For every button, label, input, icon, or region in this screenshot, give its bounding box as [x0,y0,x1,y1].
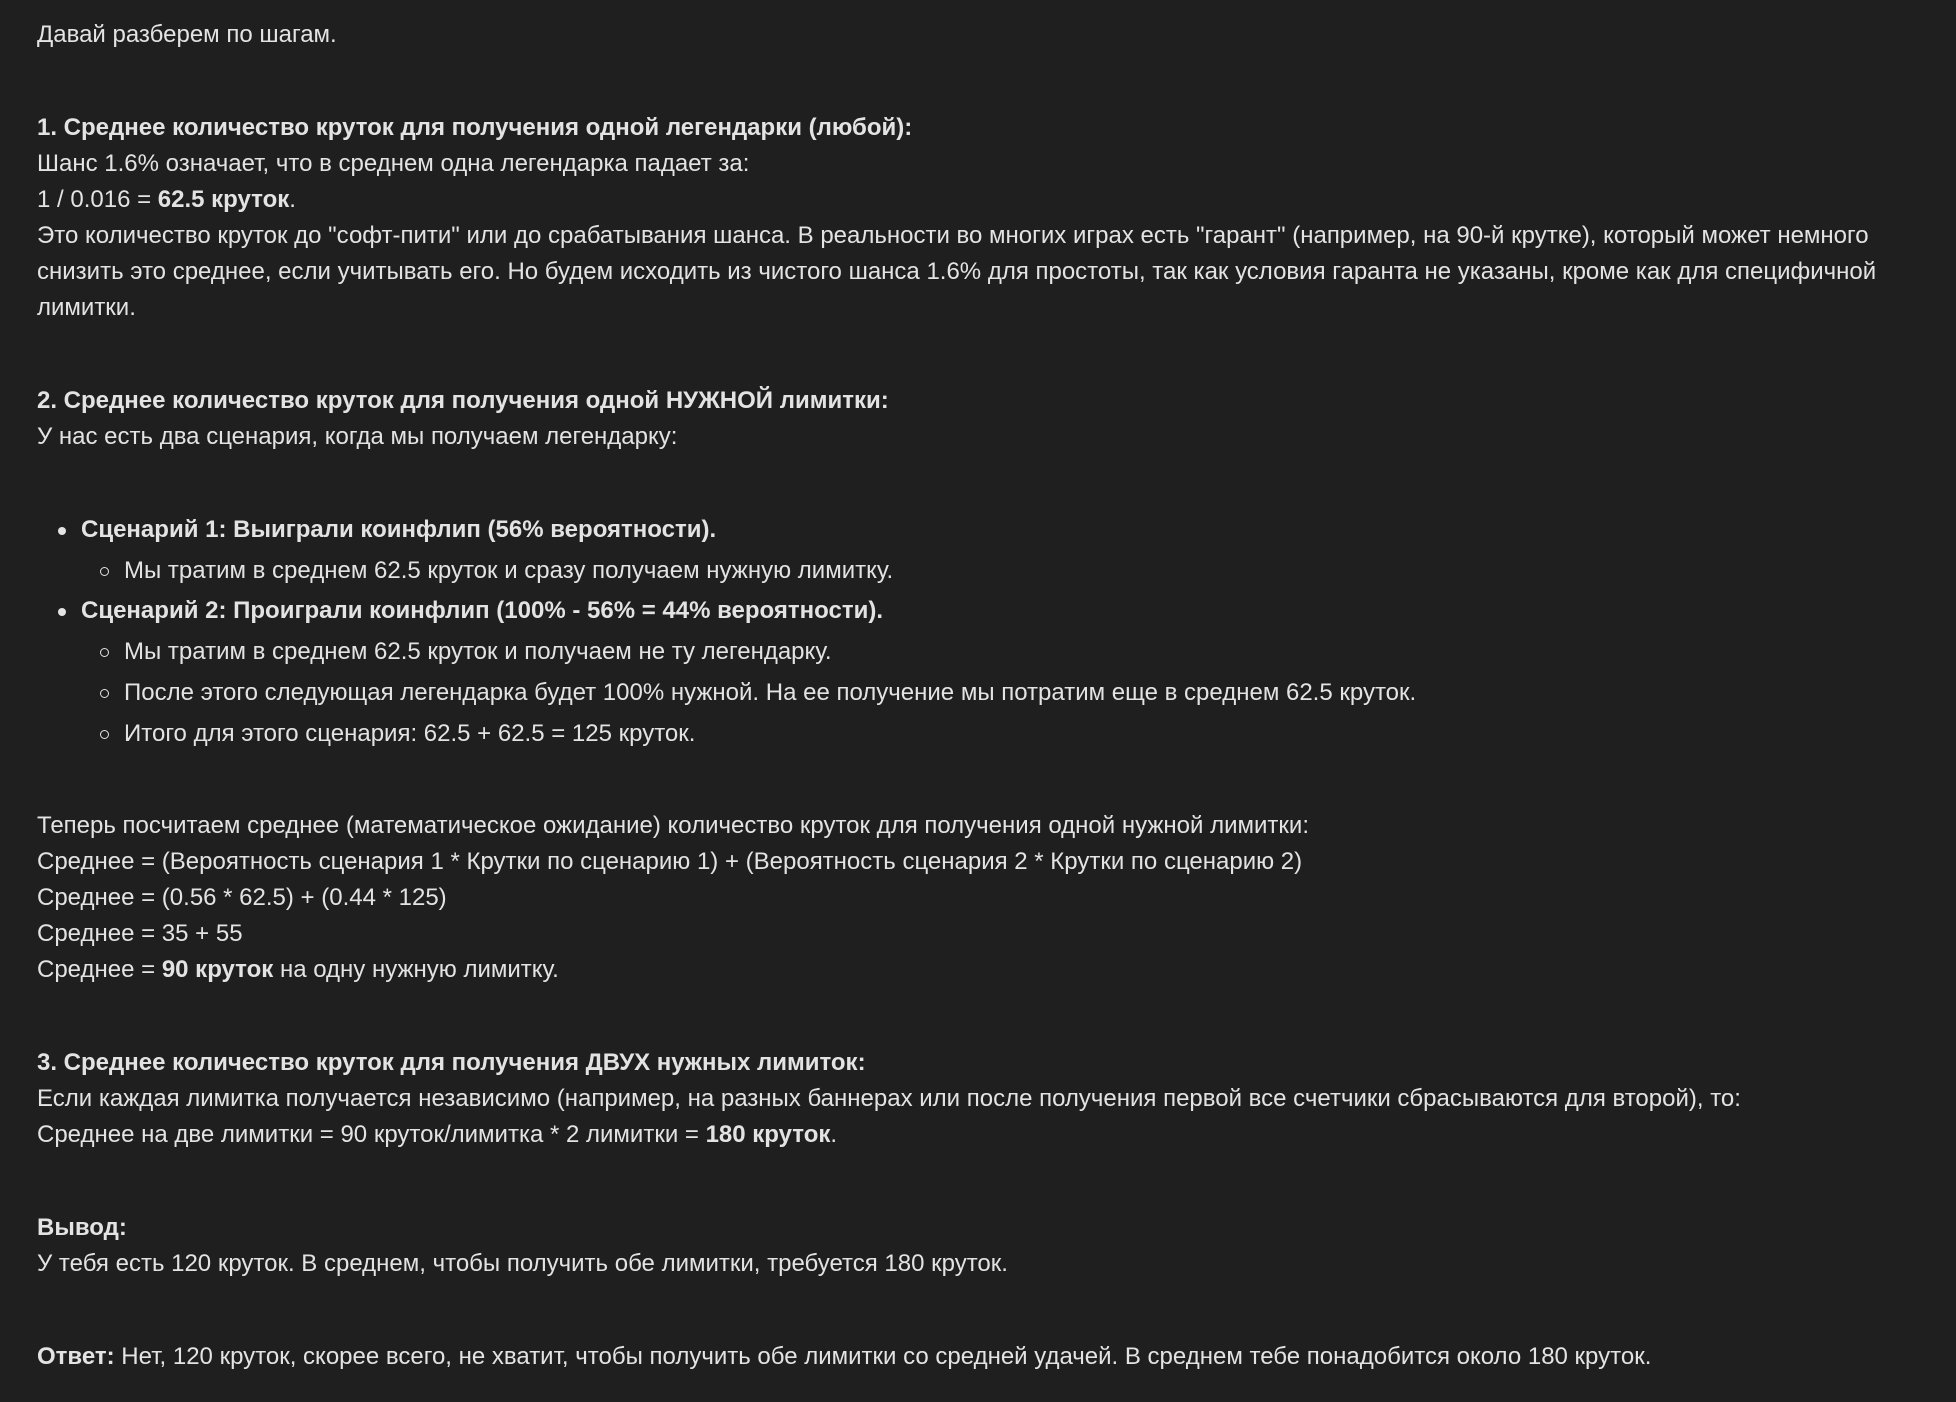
scenario-title: Сценарий 1: Выиграли коинфлип (56% вероятности). [81,516,717,543]
section-1-heading-text: 1. Среднее количество круток для получения одной легендарки (любой): [37,114,913,141]
section-2-heading [37,383,1937,419]
section-3-line-2-suffix: . [830,1121,838,1148]
calc-line-5-bold: 90 круток [161,956,274,983]
calc-line-5-prefix: Среднее = [37,956,162,983]
calc-line-1: Теперь посчитаем среднее (математическое ожидание) количество круток для получения одной нужной лимитки: [37,812,1309,839]
conclusion-heading-text: Вывод: [37,1214,127,1241]
section-3-line-1: Если каждая лимитка получается независимо (например, на разных баннерах или после получения первой все счетчики сбрасываются для второй), то: [37,1085,1741,1112]
calc-line-5-suffix: на одну нужную лимитку. [273,956,559,983]
section-3-line-2 [37,1117,1937,1153]
section-2 [37,383,1937,988]
section-2-heading-text: 2. Среднее количество круток для получения одной НУЖНОЙ лимитки: [37,387,889,414]
scenario-subitem: Итого для этого сценария: 62.5 + 62.5 = 125 круток. [81,716,1937,752]
scenario-sublist [81,634,1937,752]
section-3 [37,1045,1937,1153]
calc-line-3: Среднее = (0.56 * 62.5) + (0.44 * 125) [37,884,447,911]
scenario-subitem: После этого следующая легендарка будет 100% нужной. На ее получение мы потратим еще в среднем 62.5 круток. [81,675,1937,711]
scenario-sublist [81,553,1937,589]
scenario-subitem: Мы тратим в среднем 62.5 круток и сразу получаем нужную лимитку. [81,553,1937,589]
scenario-list [37,512,1937,752]
answer-line [37,1339,1937,1375]
section-1-line-3: Это количество круток до "софт-пити" или до срабатывания шанса. В реальности во многих играх есть "гарант" (например, на 90-й крутке), который может немного снизить это среднее, если учитывать его. Но будем исходить из чистого шанса 1.6% для простоты, так как условия гаранта не указаны, кроме как для специфичной лимитки. [37,222,1877,321]
section-1-line-2 [37,182,1937,218]
response-content [37,17,1937,1375]
calc-line-2: Среднее = (Вероятность сценария 1 * Крутки по сценарию 1) + (Вероятность сценария 2 * Крутки по сценарию 2) [37,848,1303,875]
calc-line-4: Среднее = 35 + 55 [37,920,243,947]
intro-text: Давай разберем по шагам. [37,21,337,48]
answer-label: Ответ: [37,1343,115,1370]
conclusion-heading [37,1210,1937,1246]
scenario-title: Сценарий 2: Проиграли коинфлип (100% - 56% = 44% вероятности). [81,597,883,624]
answer-section [37,1339,1937,1375]
section-1-line-2-prefix: 1 / 0.016 = [37,186,158,213]
conclusion-text: У тебя есть 120 круток. В среднем, чтобы получить обе лимитки, требуется 180 круток. [37,1250,1008,1277]
section-2-line-1: У нас есть два сценария, когда мы получаем легендарку: [37,423,678,450]
scenario-item [37,593,1937,752]
calc-line-5 [37,952,1937,988]
section-1-line-2-bold: 62.5 круток [157,186,290,213]
section-1 [37,110,1937,326]
section-3-heading [37,1045,1937,1081]
section-3-heading-text: 3. Среднее количество круток для получения ДВУХ нужных лимиток: [37,1049,866,1076]
section-3-line-2-prefix: Среднее на две лимитки = 90 круток/лимитка * 2 лимитки = [37,1121,706,1148]
scenario-subitem: Мы тратим в среднем 62.5 круток и получаем не ту легендарку. [81,634,1937,670]
conclusion-section [37,1210,1937,1282]
scenario-item [37,512,1937,589]
section-3-line-2-bold: 180 круток [705,1121,831,1148]
answer-text: Нет, 120 круток, скорее всего, не хватит, чтобы получить обе лимитки со средней удачей. В среднем тебе понадобится около 180 круток. [114,1343,1652,1370]
section-1-line-1: Шанс 1.6% означает, что в среднем одна легендарка падает за: [37,150,750,177]
section-1-line-2-suffix: . [289,186,296,213]
section-1-heading [37,110,1937,146]
